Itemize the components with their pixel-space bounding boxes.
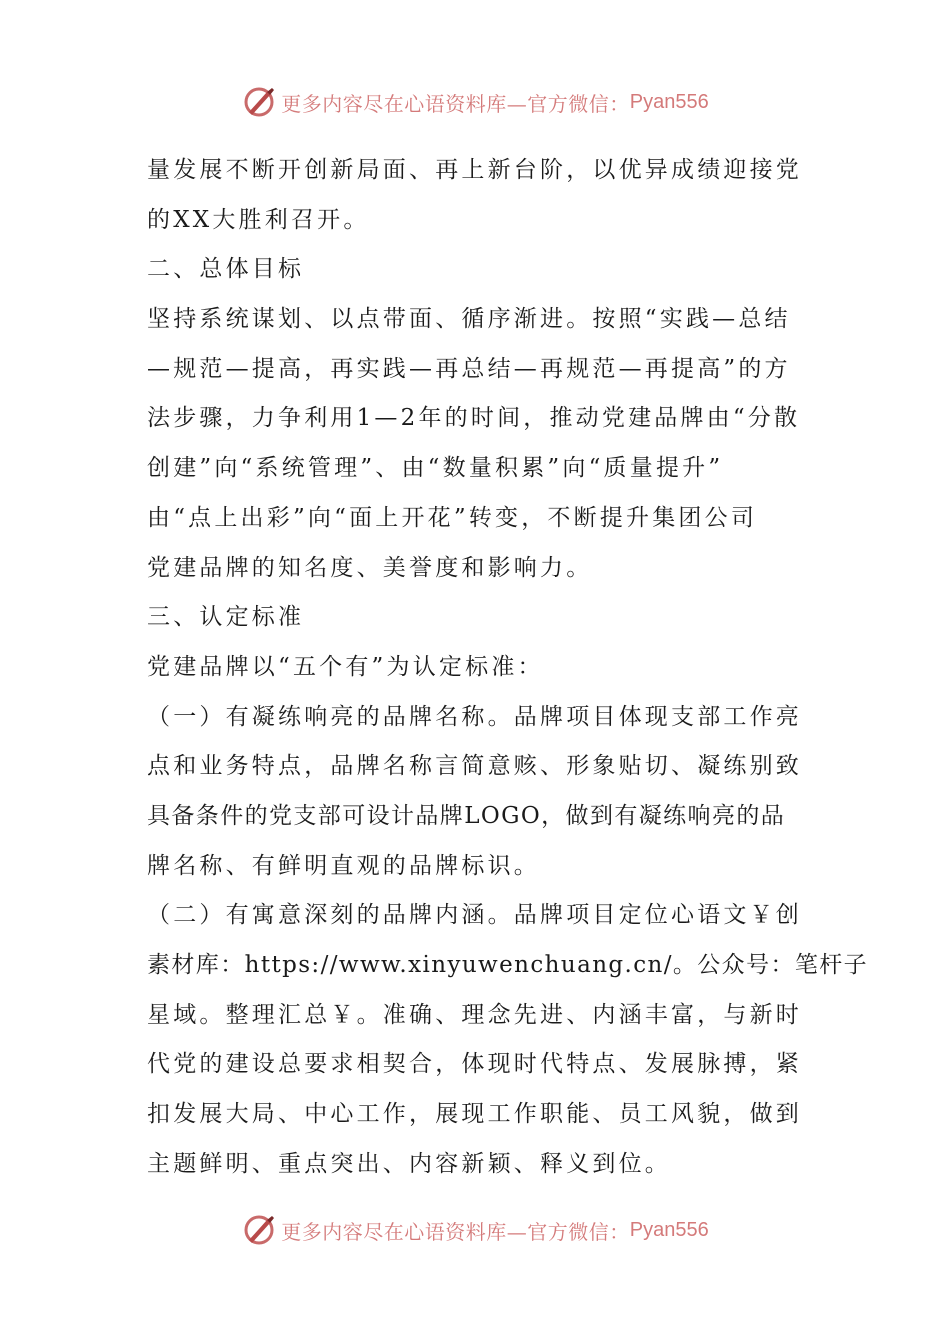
body-line: 的XX大胜利召开。 — [147, 206, 370, 233]
header-brand-text: 更多内容尽在心语资料库—官方微信： — [281, 91, 630, 116]
document-body — [147, 146, 869, 1189]
body-line: 党建品牌的知名度、美誉度和影响力。 — [147, 554, 593, 581]
body-line: 坚持系统谋划、以点带面、循序渐进。按照“实践—总结 — [147, 306, 791, 333]
body-line: （二）有寓意深刻的品牌内涵。品牌项目定位心语文￥创 — [147, 902, 802, 929]
pen-logo-icon — [241, 1212, 277, 1248]
body-line: 党建品牌以“五个有”为认定标准： — [147, 653, 544, 680]
footer-wechat-id: Pyan556 — [629, 1218, 709, 1241]
body-line: 素材库：https://www.xinyuwenchuang.cn/。公众号：笔杆子 — [147, 952, 869, 978]
section-heading: 三、认定标准 — [147, 604, 305, 631]
body-line: 具备条件的党支部可设计品牌LOGO，做到有凝练响亮的品 — [147, 802, 786, 829]
header-watermark-banner — [0, 82, 950, 122]
section-heading: 二、总体目标 — [147, 256, 305, 283]
footer-brand-text: 更多内容尽在心语资料库—官方微信： — [281, 1219, 630, 1244]
body-line: 法步骤，力争利用1—2年的时间，推动党建品牌由“分散 — [147, 405, 801, 432]
body-line: 主题鲜明、重点突出、内容新颖、释义到位。 — [147, 1150, 671, 1177]
body-line: 扣发展大局、中心工作，展现工作职能、员工风貌，做到 — [147, 1101, 802, 1128]
body-line: （一）有凝练响亮的品牌名称。品牌项目体现支部工作亮 — [147, 703, 802, 730]
body-line: 牌名称、有鲜明直观的品牌标识。 — [147, 852, 540, 879]
body-line: 量发展不断开创新局面、再上新台阶，以优异成绩迎接党 — [147, 157, 802, 183]
body-line: 星域。整理汇总￥。准确、理念先进、内涵丰富，与新时 — [147, 1001, 802, 1028]
body-line: 由“点上出彩”向“面上开花”转变，不断提升集团公司 — [147, 504, 758, 531]
pen-logo-icon — [241, 84, 277, 120]
body-line: 点和业务特点，品牌名称言简意赅、形象贴切、凝练别致 — [147, 753, 802, 780]
body-line: 创建”向“系统管理”、由“数量积累”向“质量提升” — [147, 455, 724, 482]
footer-watermark-banner — [0, 1210, 950, 1250]
body-line: —规范—提高，再实践—再总结—再规范—再提高”的方 — [147, 355, 791, 382]
body-line: 代党的建设总要求相契合，体现时代特点、发展脉搏，紧 — [147, 1051, 802, 1078]
header-wechat-id: Pyan556 — [629, 90, 709, 113]
